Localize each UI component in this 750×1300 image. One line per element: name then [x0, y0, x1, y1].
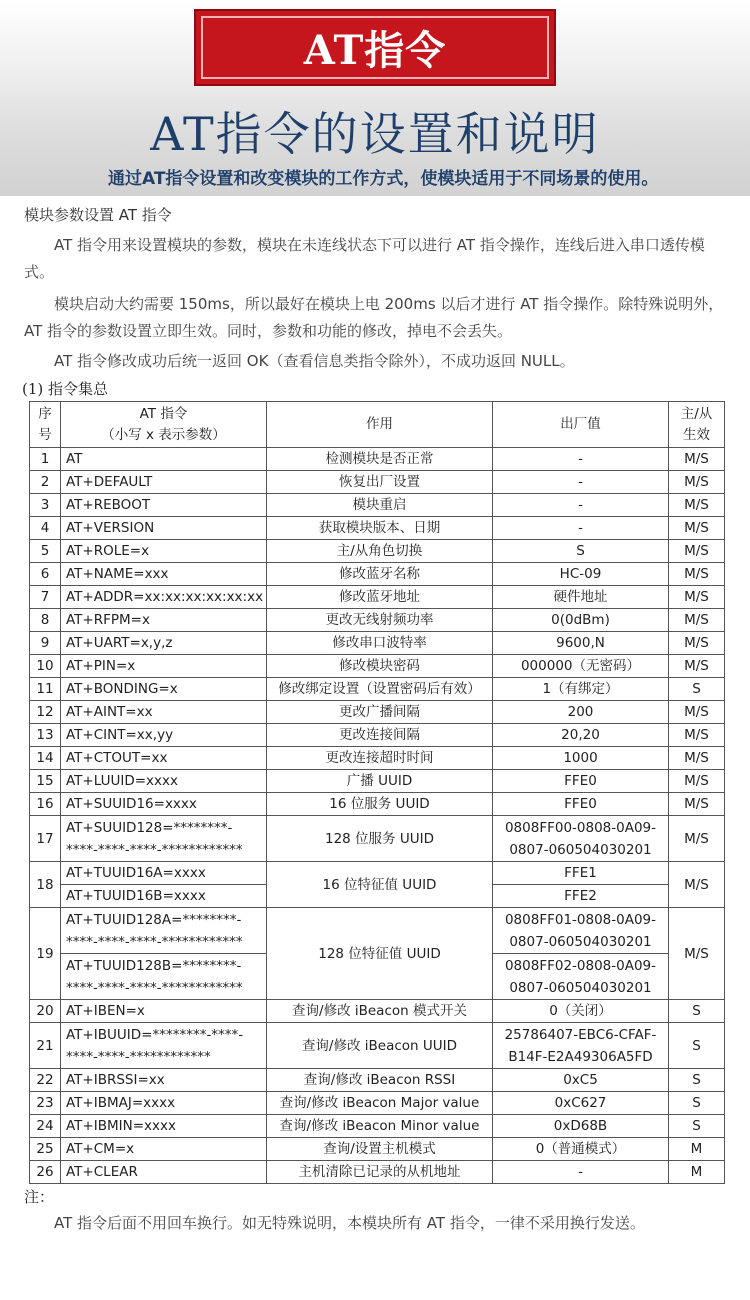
table-row — [30, 701, 725, 724]
cell-default: 0（关闭） — [493, 1000, 669, 1023]
intro-paragraph-2: 模块启动大约需要 150ms，所以最好在模块上电 200ms 以后才进行 AT 指令操作。除特殊说明外，AT 指令的参数设置立即生效。同时，参数和功能的修改，掉电不会丢失。 — [24, 295, 724, 340]
cell-default: FFE0 — [493, 793, 669, 816]
cell-mode: M/S — [669, 517, 725, 540]
cell-default: 0808FF00-0808-0A09-0807-060504030201 — [493, 816, 669, 862]
table-body-tail — [30, 1069, 725, 1184]
cell-no: 19 — [30, 908, 61, 1000]
banner-title: AT指令 — [303, 27, 447, 74]
cell-default: 硬件地址 — [493, 586, 669, 609]
cell-no: 21 — [30, 1023, 61, 1069]
table-header — [30, 402, 725, 448]
cell-default: 9600,N — [493, 632, 669, 655]
cell-mode: S — [669, 678, 725, 701]
command-set-heading: (1) 指令集总 — [22, 380, 109, 398]
table-row — [30, 632, 725, 655]
cell-function: 查询/修改 iBeacon Minor value — [267, 1115, 493, 1138]
title-banner — [194, 9, 556, 86]
cell-function: 16 位服务 UUID — [267, 793, 493, 816]
cell-command: AT+BONDING=x — [61, 678, 267, 701]
cell-command: AT+CM=x — [61, 1138, 267, 1161]
table-row — [30, 770, 725, 793]
cell-command: AT+IBMIN=xxxx — [61, 1115, 267, 1138]
table-row — [30, 678, 725, 701]
cell-default: 0808FF01-0808-0A09-0807-060504030201 — [493, 908, 669, 954]
header-function: 作用 — [267, 402, 493, 448]
cell-function: 更改连接间隔 — [267, 724, 493, 747]
cell-no: 12 — [30, 701, 61, 724]
cell-function: 检测模块是否正常 — [267, 448, 493, 471]
cell-default: 1（有绑定） — [493, 678, 669, 701]
cell-command: AT+LUUID=xxxx — [61, 770, 267, 793]
cell-function: 恢复出厂设置 — [267, 471, 493, 494]
cell-default: FFE2 — [493, 885, 669, 908]
table-row — [30, 609, 725, 632]
cell-default: 0xD68B — [493, 1115, 669, 1138]
cell-mode: M/S — [669, 816, 725, 862]
cell-function: 广播 UUID — [267, 770, 493, 793]
cell-command: AT+SUUID128=********-****-****-****-************ — [61, 816, 267, 862]
cell-function: 查询/修改 iBeacon RSSI — [267, 1069, 493, 1092]
cell-default: - — [493, 494, 669, 517]
table-row — [30, 1138, 725, 1161]
cell-default: 0（普通模式） — [493, 1138, 669, 1161]
cell-function: 模块重启 — [267, 494, 493, 517]
cell-mode: M/S — [669, 747, 725, 770]
cell-command: AT+IBMAJ=xxxx — [61, 1092, 267, 1115]
cell-no: 20 — [30, 1000, 61, 1023]
cell-command: AT+CLEAR — [61, 1161, 267, 1184]
cell-no: 9 — [30, 632, 61, 655]
cell-no: 16 — [30, 793, 61, 816]
cell-command: AT+PIN=x — [61, 655, 267, 678]
table-row — [30, 747, 725, 770]
table-row — [30, 1115, 725, 1138]
cell-function: 更改连接超时时间 — [267, 747, 493, 770]
cell-default: 0xC5 — [493, 1069, 669, 1092]
cell-command: AT+DEFAULT — [61, 471, 267, 494]
cell-function: 修改蓝牙名称 — [267, 563, 493, 586]
cell-mode: S — [669, 1000, 725, 1023]
cell-default: - — [493, 448, 669, 471]
banner-frame — [201, 16, 549, 79]
cell-function: 更改广播间隔 — [267, 701, 493, 724]
table-row — [30, 586, 725, 609]
cell-command: AT+RFPM=x — [61, 609, 267, 632]
cell-function: 修改串口波特率 — [267, 632, 493, 655]
cell-command: AT+ROLE=x — [61, 540, 267, 563]
table-row — [30, 655, 725, 678]
cell-command: AT+IBRSSI=xx — [61, 1069, 267, 1092]
cell-command: AT+IBUUID=********-****-****-****-************ — [61, 1023, 267, 1069]
cell-function: 主/从角色切换 — [267, 540, 493, 563]
cell-no: 24 — [30, 1115, 61, 1138]
section-heading: 模块参数设置 AT 指令 — [24, 206, 172, 224]
cell-function: 查询/修改 iBeacon UUID — [267, 1023, 493, 1069]
table-row — [30, 494, 725, 517]
cell-command: AT+AINT=xx — [61, 701, 267, 724]
table-row — [30, 471, 725, 494]
cell-command: AT+CTOUT=xx — [61, 747, 267, 770]
cell-no: 18 — [30, 862, 61, 908]
cell-function: 查询/修改 iBeacon Major value — [267, 1092, 493, 1115]
cell-no: 6 — [30, 563, 61, 586]
intro-paragraph-3: AT 指令修改成功后统一返回 OK（查看信息类指令除外），不成功返回 NULL。 — [54, 352, 575, 370]
cell-function: 修改模块密码 — [267, 655, 493, 678]
cell-function: 16 位特征值 UUID — [267, 862, 493, 908]
intro-paragraph-1: AT 指令用来设置模块的参数，模块在未连线状态下可以进行 AT 指令操作，连线后进入串口透传模式。 — [24, 236, 705, 281]
table-row — [30, 816, 725, 862]
cell-mode: M/S — [669, 448, 725, 471]
page-subtitle: 通过AT指令设置和改变模块的工作方式，使模块适用于不同场景的使用。 — [108, 169, 659, 189]
note-heading: 注： — [24, 1188, 55, 1206]
table-row — [30, 563, 725, 586]
cell-command: AT+IBEN=x — [61, 1000, 267, 1023]
cell-mode: M — [669, 1138, 725, 1161]
cell-function: 更改无线射频功率 — [267, 609, 493, 632]
cell-command: AT+REBOOT — [61, 494, 267, 517]
table-row — [30, 724, 725, 747]
header-mode: 主/从 生效 — [669, 402, 725, 448]
cell-command: AT+CINT=xx,yy — [61, 724, 267, 747]
cell-no: 3 — [30, 494, 61, 517]
cell-mode: M/S — [669, 540, 725, 563]
cell-mode: M/S — [669, 862, 725, 908]
cell-no: 14 — [30, 747, 61, 770]
cell-function: 查询/设置主机模式 — [267, 1138, 493, 1161]
cell-default: 20,20 — [493, 724, 669, 747]
cell-no: 13 — [30, 724, 61, 747]
cell-function: 查询/修改 iBeacon 模式开关 — [267, 1000, 493, 1023]
header-command: AT 指令 （小写 x 表示参数） — [61, 402, 267, 448]
cell-function: 获取模块版本、日期 — [267, 517, 493, 540]
cell-function: 修改绑定设置（设置密码后有效） — [267, 678, 493, 701]
cell-mode: M/S — [669, 655, 725, 678]
note-body: AT 指令后面不用回车换行。如无特殊说明，本模块所有 AT 指令，一律不采用换行发送。 — [54, 1214, 645, 1232]
cell-no: 2 — [30, 471, 61, 494]
page-title: AT指令的设置和说明 — [150, 107, 600, 161]
table-row — [30, 448, 725, 471]
cell-mode: S — [669, 1023, 725, 1069]
cell-mode: S — [669, 1069, 725, 1092]
cell-mode: S — [669, 1115, 725, 1138]
cell-default: 25786407-EBC6-CFAF-B14F-E2A49306A5FD — [493, 1023, 669, 1069]
cell-no: 10 — [30, 655, 61, 678]
cell-no: 17 — [30, 816, 61, 862]
cell-default: 200 — [493, 701, 669, 724]
table-row — [30, 862, 725, 885]
cell-command: AT+NAME=xxx — [61, 563, 267, 586]
header-no: 序号 — [30, 402, 61, 448]
cell-default: - — [493, 471, 669, 494]
cell-command: AT+VERSION — [61, 517, 267, 540]
cell-no: 4 — [30, 517, 61, 540]
table-body — [30, 448, 725, 816]
cell-no: 23 — [30, 1092, 61, 1115]
cell-command: AT+SUUID16=xxxx — [61, 793, 267, 816]
cell-default: FFE1 — [493, 862, 669, 885]
cell-mode: M/S — [669, 793, 725, 816]
cell-no: 26 — [30, 1161, 61, 1184]
cell-command: AT+TUUID16A=xxxx — [61, 862, 267, 885]
cell-mode: M/S — [669, 632, 725, 655]
cell-command: AT+UART=x,y,z — [61, 632, 267, 655]
cell-mode: M/S — [669, 609, 725, 632]
cell-mode: M/S — [669, 701, 725, 724]
cell-mode: M/S — [669, 724, 725, 747]
cell-no: 8 — [30, 609, 61, 632]
cell-default: 0808FF02-0808-0A09-0807-060504030201 — [493, 954, 669, 1000]
table-row — [30, 1092, 725, 1115]
cell-no: 22 — [30, 1069, 61, 1092]
cell-function: 修改蓝牙地址 — [267, 586, 493, 609]
cell-command: AT+TUUID128B=********-****-****-****-************ — [61, 954, 267, 1000]
cell-mode: M/S — [669, 471, 725, 494]
table-row — [30, 1023, 725, 1069]
cell-command: AT — [61, 448, 267, 471]
cell-function: 128 位特征值 UUID — [267, 908, 493, 1000]
cell-function: 128 位服务 UUID — [267, 816, 493, 862]
cell-mode: M/S — [669, 563, 725, 586]
cell-default: 1000 — [493, 747, 669, 770]
cell-default: HC-09 — [493, 563, 669, 586]
table-row — [30, 1000, 725, 1023]
table-row — [30, 908, 725, 954]
cell-mode: M/S — [669, 908, 725, 1000]
cell-mode: M/S — [669, 770, 725, 793]
cell-mode: S — [669, 1092, 725, 1115]
cell-no: 25 — [30, 1138, 61, 1161]
table-row — [30, 793, 725, 816]
cell-no: 1 — [30, 448, 61, 471]
cell-no: 5 — [30, 540, 61, 563]
cell-mode: M/S — [669, 494, 725, 517]
cell-mode: M/S — [669, 586, 725, 609]
cell-function: 主机清除已记录的从机地址 — [267, 1161, 493, 1184]
table-row — [30, 1069, 725, 1092]
table-row — [30, 517, 725, 540]
cell-default: 000000（无密码） — [493, 655, 669, 678]
cell-no: 11 — [30, 678, 61, 701]
command-table — [29, 401, 725, 1184]
cell-default: 0(0dBm) — [493, 609, 669, 632]
cell-no: 15 — [30, 770, 61, 793]
cell-command: AT+TUUID16B=xxxx — [61, 885, 267, 908]
cell-no: 7 — [30, 586, 61, 609]
table-row — [30, 540, 725, 563]
cell-default: S — [493, 540, 669, 563]
table-body-special — [30, 816, 725, 1069]
cell-command: AT+ADDR=xx:xx:xx:xx:xx:xx — [61, 586, 267, 609]
hero-header — [0, 0, 750, 196]
table-row — [30, 1161, 725, 1184]
cell-default: - — [493, 517, 669, 540]
cell-default: - — [493, 1161, 669, 1184]
cell-mode: M — [669, 1161, 725, 1184]
cell-default: 0xC627 — [493, 1092, 669, 1115]
cell-default: FFE0 — [493, 770, 669, 793]
cell-command: AT+TUUID128A=********-****-****-****-************ — [61, 908, 267, 954]
header-default: 出厂值 — [493, 402, 669, 448]
